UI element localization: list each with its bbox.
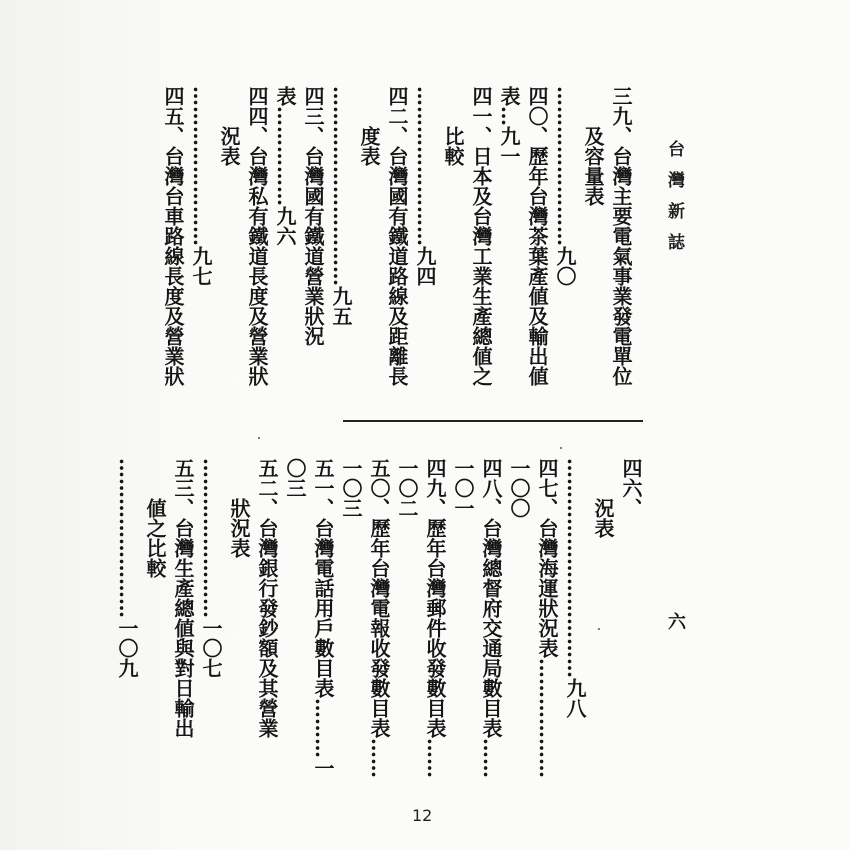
- toc-bottom-block: [115, 458, 645, 788]
- toc-entry: [327, 86, 411, 416]
- toc-entry-title: 台灣私有鐵道長度及營業狀: [245, 146, 269, 386]
- toc-entry-title: 日本及台灣工業生產總値之: [469, 146, 493, 386]
- toc-leader-dots: ………: [311, 698, 335, 758]
- toc-entry: [495, 86, 551, 416]
- toc-page-number: 一〇三: [283, 458, 335, 778]
- toc-entry-number: 四三、: [301, 86, 325, 146]
- toc-entry-title: 歷年台灣電報收發數目表: [367, 518, 391, 738]
- toc-page-number: 九七: [189, 246, 213, 286]
- toc-entry-title: 歷年台灣茶葉產値及輸出値表: [497, 86, 549, 386]
- toc-entry-continuation: 値之比較: [143, 498, 167, 578]
- toc-entry-number: 五三、: [171, 458, 195, 518]
- toc-entry-title: 歷年台灣郵件收發數目表: [423, 518, 447, 738]
- toc-entry-title: 台灣台車路線長度及營業狀: [161, 146, 185, 386]
- toc-entry: [505, 458, 561, 788]
- toc-entry: [187, 86, 271, 416]
- toc-top-block: [161, 86, 635, 416]
- page-number-chinese: 六: [665, 612, 686, 630]
- toc-entry: [337, 458, 393, 788]
- toc-page-number: 一〇七: [199, 618, 223, 678]
- toc-leader-dots: …………………………: [329, 86, 353, 286]
- scan-speck: [258, 437, 260, 439]
- toc-entry: [393, 458, 449, 788]
- toc-entry-number: 四一、: [469, 86, 493, 146]
- toc-entry-continuation: 況表: [217, 126, 241, 166]
- toc-page-number: 一〇三: [339, 458, 363, 518]
- toc-entry: [411, 86, 495, 416]
- scan-speck: [560, 447, 562, 449]
- toc-entry-continuation: 及容量表: [581, 126, 605, 206]
- toc-entry-continuation: 狀況表: [227, 498, 251, 558]
- toc-entry-title: 台灣國有鐵道路線及距離長: [385, 146, 409, 386]
- toc-page-number: 九六: [273, 206, 297, 246]
- toc-entry-number: 三九、: [609, 86, 633, 146]
- toc-entry-number: 五〇、: [367, 458, 391, 518]
- folio-number: 12: [412, 806, 433, 825]
- toc-leader-dots: ……………………: [189, 86, 213, 246]
- toc-page-number: 九〇: [553, 246, 577, 286]
- running-head: 台灣新誌: [664, 140, 684, 264]
- toc-leader-dots: ……: [367, 738, 391, 778]
- toc-page-number: 一〇九: [115, 618, 139, 678]
- toc-entry-title: 台灣主要電氣事業發電單位: [609, 146, 633, 386]
- toc-entry: [551, 86, 635, 416]
- toc-page-number: 九一: [497, 126, 521, 166]
- toc-leader-dots: ……………………: [413, 86, 437, 246]
- toc-page-number: 九四: [413, 246, 437, 286]
- toc-leader-dots: ……………: [273, 106, 297, 206]
- toc-leader-dots: ………………: [535, 658, 559, 778]
- toc-entry-number: 四六、: [619, 458, 643, 518]
- toc-entry-number: 四四、: [245, 86, 269, 146]
- toc-leader-dots: …: [497, 106, 521, 126]
- toc-entry: [561, 458, 645, 788]
- toc-entry-number: 五一、: [311, 458, 335, 518]
- toc-leader-dots: ……………………: [199, 458, 223, 618]
- toc-entry: [197, 458, 281, 788]
- toc-entry-title: 台灣銀行發鈔額及其營業: [255, 518, 279, 738]
- toc-entry-title: 台灣電話用戶數目表: [311, 518, 335, 698]
- toc-entry-continuation: 比較: [441, 126, 465, 166]
- toc-entry: [113, 458, 197, 788]
- toc-entry: [159, 86, 187, 416]
- toc-entry-number: 四七、: [535, 458, 559, 518]
- toc-entry-number: 四〇、: [525, 86, 549, 146]
- toc-entry-number: 四八、: [479, 458, 503, 518]
- toc-entry: [449, 458, 505, 788]
- scan-speck: [598, 628, 600, 630]
- toc-entry: [281, 458, 337, 788]
- toc-leader-dots: ……………………………: [563, 458, 587, 678]
- section-divider: [343, 420, 643, 422]
- toc-entry-continuation: 況表: [591, 498, 615, 538]
- toc-leader-dots: ……: [479, 738, 503, 778]
- toc-page-number: 一〇〇: [507, 458, 531, 518]
- toc-entry-title: 台灣總督府交通局數目表: [479, 518, 503, 738]
- toc-page-number: 九八: [563, 678, 587, 718]
- toc-entry-title: 台灣國有鐵道營業狀況表: [273, 86, 325, 346]
- toc-entry-title: 台灣海運狀況表: [535, 518, 559, 658]
- toc-page-number: 一〇二: [395, 458, 419, 518]
- toc-entry-title: 台灣生產總値與對日輸出: [171, 518, 195, 738]
- toc-entry: [271, 86, 327, 416]
- toc-page-number: 九五: [329, 286, 353, 326]
- toc-page-number: 一〇一: [451, 458, 475, 518]
- toc-entry-number: 四二、: [385, 86, 409, 146]
- toc-entry-number: 五二、: [255, 458, 279, 518]
- toc-leader-dots: ……: [423, 738, 447, 778]
- toc-leader-dots: ……………………: [553, 86, 577, 246]
- toc-entry-number: 四九、: [423, 458, 447, 518]
- toc-leader-dots: ……………………: [115, 458, 139, 618]
- toc-entry-number: 四五、: [161, 86, 185, 146]
- toc-entry-continuation: 度表: [357, 126, 381, 166]
